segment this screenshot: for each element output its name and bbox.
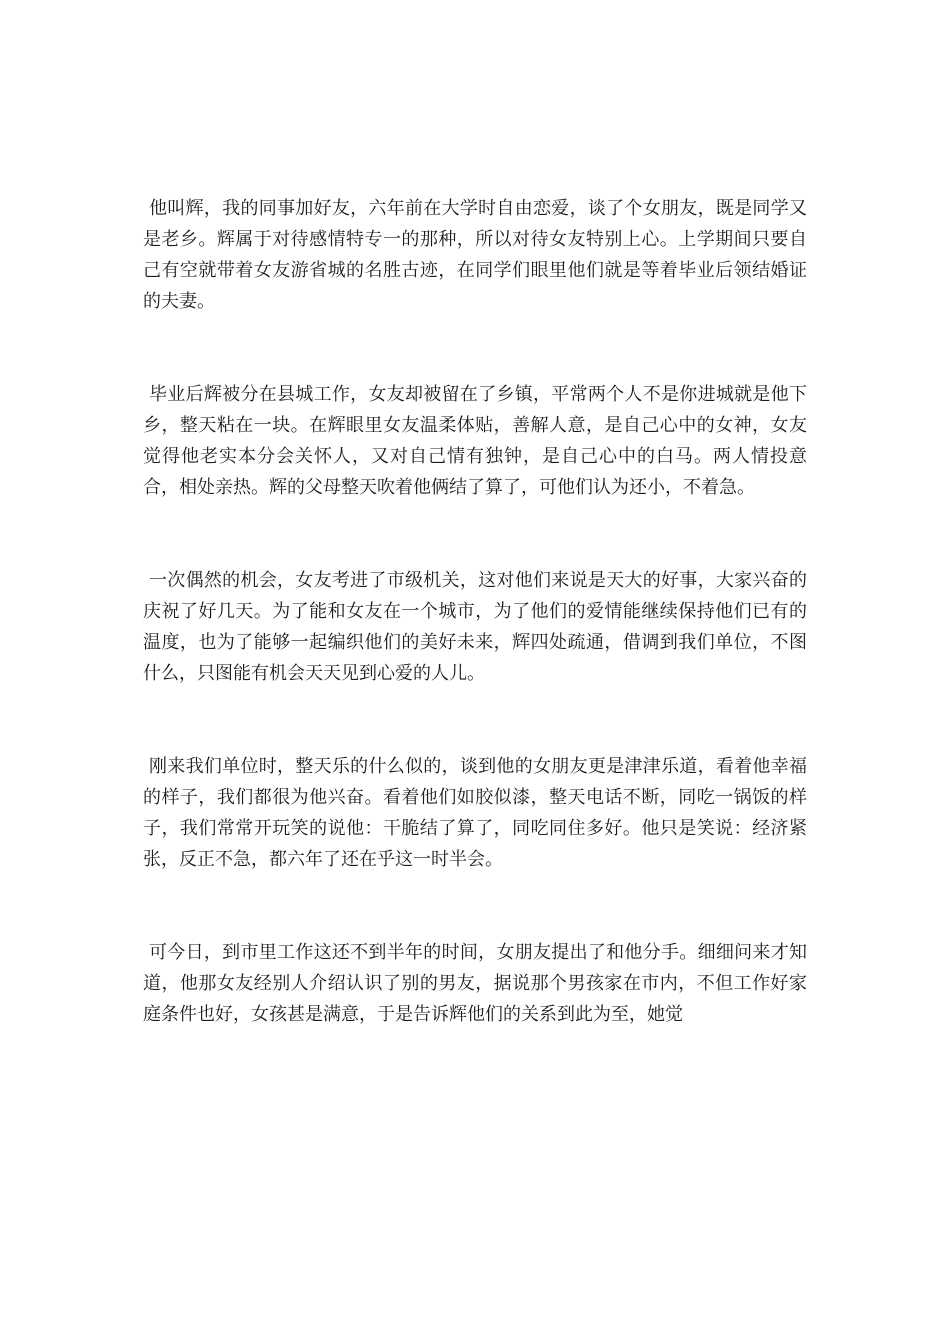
paragraph-spacer (143, 503, 807, 565)
paragraph-spacer (143, 875, 807, 937)
paragraph-spacer (143, 689, 807, 751)
paragraph-1: 他叫辉，我的同事加好友，六年前在大学时自由恋爱，谈了个女朋友，既是同学又是老乡。辉属于对待感情特专一的那种，所以对待女友特别上心。上学期间只要自己有空就带着女友游省城的名胜古迹，在同学们眼里他们就是等着毕业后领结婚证的夫妻。 (143, 198, 807, 312)
paragraph-3: 一次偶然的机会，女友考进了市级机关，这对他们来说是天大的好事，大家兴奋的庆祝了好几天。为了能和女友在一个城市，为了他们的爱情能继续保持他们已有的温度，也为了能够一起编织他们的美好未来，辉四处疏通，借调到我们单位，不图什么，只图能有机会天天见到心爱的人儿。 (143, 570, 807, 684)
paragraph-spacer (143, 317, 807, 379)
document-body (143, 193, 807, 1030)
paragraph-5: 可今日，到市里工作这还不到半年的时间，女朋友提出了和他分手。细细问来才知道，他那女友经别人介绍认识了别的男友，据说那个男孩家在市内，不但工作好家庭条件也好，女孩甚是满意，于是告诉辉他们的关系到此为至，她觉 (143, 942, 807, 1025)
paragraph-4: 刚来我们单位时，整天乐的什么似的，谈到他的女朋友更是津津乐道，看着他幸福的样子，我们都很为他兴奋。看着他们如胶似漆，整天电话不断，同吃一锅饭的样子，我们常常开玩笑的说他：干脆结了算了，同吃同住多好。他只是笑说：经济紧张，反正不急，都六年了还在乎这一时半会。 (143, 756, 807, 870)
paragraph-2: 毕业后辉被分在县城工作，女友却被留在了乡镇，平常两个人不是你进城就是他下乡，整天粘在一块。在辉眼里女友温柔体贴，善解人意，是自己心中的女神，女友觉得他老实本分会关怀人，又对自己情有独钟，是自己心中的白马。两人情投意合，相处亲热。辉的父母整天吹着他俩结了算了，可他们认为还小，不着急。 (143, 384, 807, 498)
